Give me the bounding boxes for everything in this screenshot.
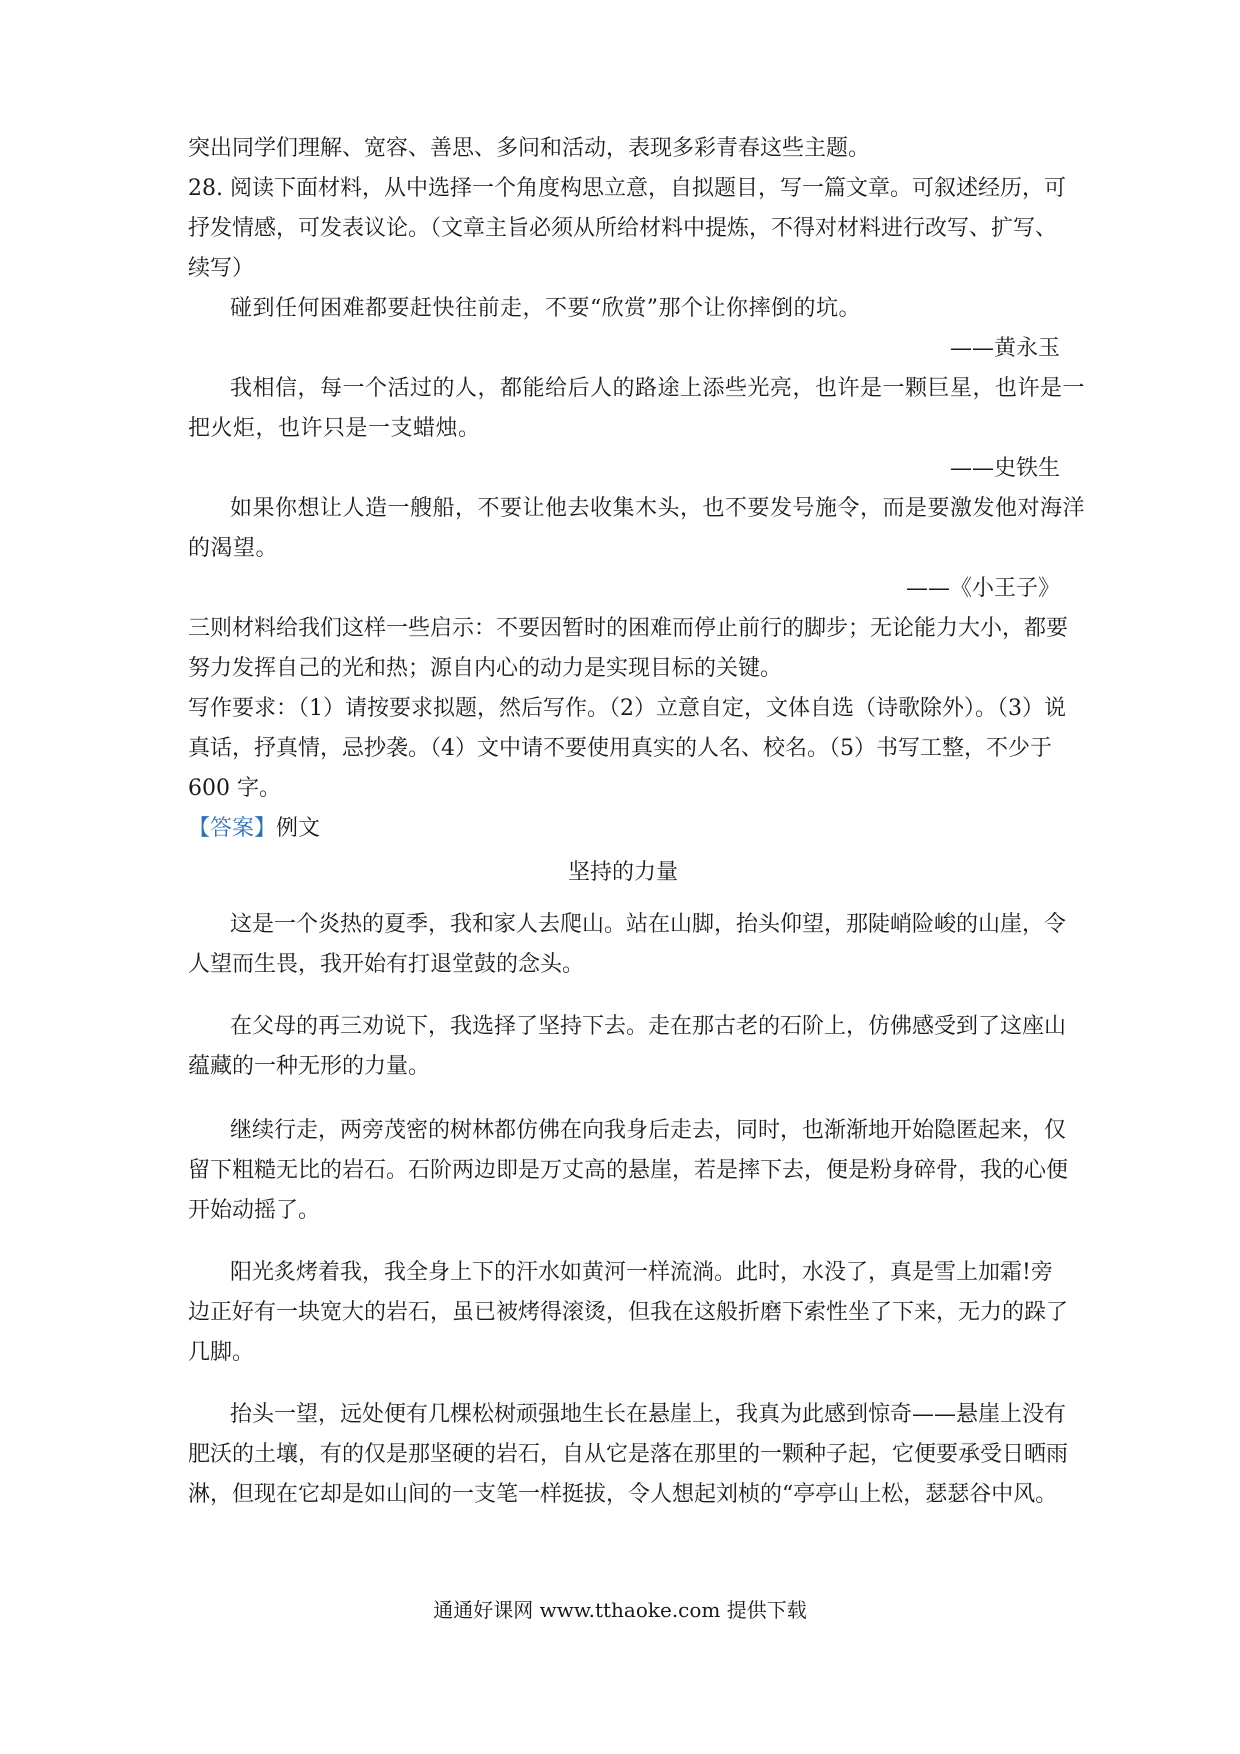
requirements-line: 600 字。 bbox=[188, 776, 281, 801]
answer-text: 例文 bbox=[276, 816, 321, 841]
question-28-line: 28. 阅读下面材料，从中选择一个角度构思立意，自拟题目，写一篇文章。可叙述经历，可 bbox=[188, 176, 1066, 201]
question-28-line: 抒发情感，可发表议论。（文章主旨必须从所给材料中提炼，不得对材料进行改写、扩写、 bbox=[188, 216, 1058, 241]
summary-line: 三则材料给我们这样一些启示：不要因暂时的困难而停止前行的脚步；无论能力大小，都要 bbox=[188, 616, 1069, 641]
material-2-source: ——史铁生 bbox=[949, 456, 1060, 481]
material-3-source: ——《小王子》 bbox=[905, 576, 1060, 601]
essay-paragraph-line: 留下粗糙无比的岩石。石阶两边即是万丈高的悬崖，若是摔下去，便是粉身碎骨，我的心便 bbox=[188, 1158, 1069, 1183]
essay-paragraph-line: 阳光炙烤着我，我全身上下的汗水如黄河一样流淌。此时，水没了，真是雪上加霜!旁 bbox=[230, 1260, 1053, 1285]
answer-line bbox=[188, 814, 1058, 844]
answer-tag: 【答案】 bbox=[188, 816, 277, 841]
material-3-quote: 的渴望。 bbox=[188, 536, 279, 561]
essay-paragraph-line: 蕴藏的一种无形的力量。 bbox=[188, 1054, 431, 1079]
material-2-quote: 把火炬，也许只是一支蜡烛。 bbox=[188, 416, 481, 441]
material-1-source: ——黄永玉 bbox=[949, 336, 1060, 361]
essay-paragraph-line: 肥沃的土壤，有的仅是那坚硬的岩石，自从它是落在那里的一颗种子起，它便要承受日晒雨 bbox=[188, 1442, 1069, 1467]
essay-paragraph-line: 边正好有一块宽大的岩石，虽已被烤得滚烫，但我在这般折磨下索性坐了下来，无力的跺了 bbox=[188, 1300, 1069, 1325]
essay-title: 坚持的力量 bbox=[567, 860, 678, 885]
essay-paragraph-line: 在父母的再三劝说下，我选择了坚持下去。走在那古老的石阶上，仿佛感受到了这座山 bbox=[230, 1014, 1067, 1039]
text-line: 突出同学们理解、宽容、善思、多问和活动，表现多彩青春这些主题。 bbox=[188, 136, 871, 161]
essay-paragraph-line: 继续行走，两旁茂密的树林都仿佛在向我身后走去，同时，也渐渐地开始隐匿起来，仅 bbox=[230, 1118, 1067, 1143]
essay-paragraph-line: 抬头一望，远处便有几棵松树顽强地生长在悬崖上，我真为此感到惊奇——悬崖上没有 bbox=[230, 1402, 1067, 1427]
essay-paragraph-line: 人望而生畏，我开始有打退堂鼓的念头。 bbox=[188, 952, 585, 977]
question-28-line: 续写） bbox=[188, 256, 255, 281]
material-2-quote: 我相信，每一个活过的人，都能给后人的路途上添些光亮，也许是一颗巨星，也许是一 bbox=[230, 376, 1086, 401]
page-footer: 通通好课网 www.tthaoke.com 提供下载 bbox=[433, 1598, 807, 1622]
requirements-line: 写作要求：（1）请按要求拟题，然后写作。（2）立意自定，文体自选（诗歌除外）。（3）说 bbox=[188, 696, 1066, 721]
essay-paragraph-line: 淋，但现在它却是如山间的一支笔一样挺拔，令人想起刘桢的“亭亭山上松，瑟瑟谷中风。 bbox=[188, 1482, 1058, 1507]
requirements-line: 真话，抒真情，忌抄袭。（4）文中请不要使用真实的人名、校名。（5）书写工整，不少于 bbox=[188, 736, 1052, 761]
essay-paragraph-line: 这是一个炎热的夏季，我和家人去爬山。站在山脚，抬头仰望，那陡峭险峻的山崖，令 bbox=[230, 912, 1067, 937]
material-3-quote: 如果你想让人造一艘船，不要让他去收集木头，也不要发号施令，而是要激发他对海洋 bbox=[230, 496, 1086, 521]
material-1-quote: 碰到任何困难都要赶快往前走，不要“欣赏”那个让你摔倒的坑。 bbox=[230, 296, 861, 321]
summary-line: 努力发挥自己的光和热；源自内心的动力是实现目标的关键。 bbox=[188, 656, 783, 681]
essay-paragraph-line: 开始动摇了。 bbox=[188, 1198, 321, 1223]
essay-paragraph-line: 几脚。 bbox=[188, 1340, 255, 1365]
